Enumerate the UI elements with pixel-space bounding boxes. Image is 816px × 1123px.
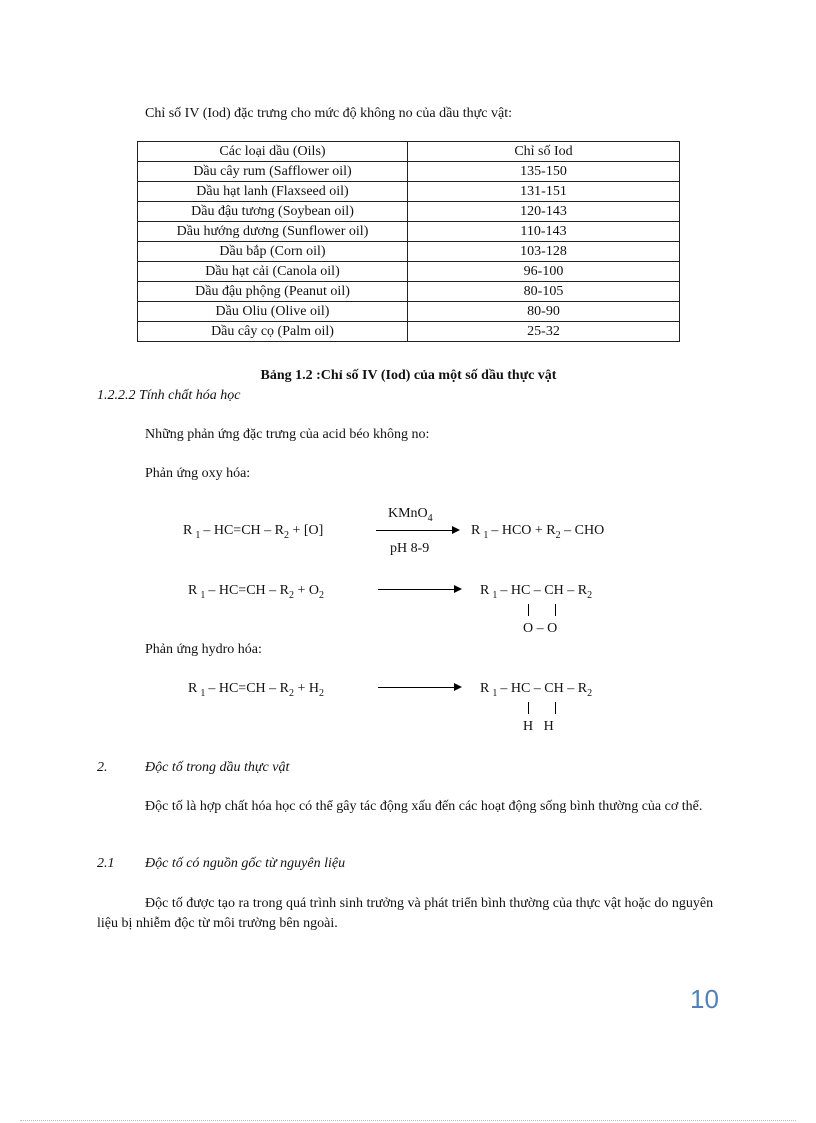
table-row <box>138 182 680 202</box>
iodine-value-table <box>137 141 680 342</box>
eq1-lhs-sub1: 1 <box>195 530 201 541</box>
table-cell-oil: Dầu cây cọ (Palm oil) <box>138 322 408 342</box>
oxidation-label: Phản ứng oxy hóa: <box>145 466 251 481</box>
table-cell-iod: 80-90 <box>408 302 680 322</box>
table-header-oils: Các loại dầu (Oils) <box>138 142 408 162</box>
eq1-rhs-r: R <box>471 523 481 538</box>
eq2-arrow-icon <box>378 589 460 590</box>
eq2-rhs-r: R <box>480 583 490 598</box>
table-cell-iod: 96-100 <box>408 262 680 282</box>
section-21-number: 2.1 <box>97 856 115 871</box>
eq3-lhs-tail: + H <box>293 681 319 696</box>
eq2-rhs-sub1: 1 <box>492 590 498 601</box>
eq2-bond-right <box>555 604 556 616</box>
table-cell-oil: Dầu đậu phộng (Peanut oil) <box>138 282 408 302</box>
eq3-hydrogens: H H <box>523 719 554 734</box>
eq2-lhs-sub3: 2 <box>319 590 324 601</box>
eq3-bond-right <box>555 702 556 714</box>
table-cell-iod: 103-128 <box>408 242 680 262</box>
eq2-lhs-body: – HC=CH – R <box>208 583 289 598</box>
eq1-condition-below: pH 8-9 <box>390 541 430 556</box>
eq2-lhs-sub2: 2 <box>288 590 294 601</box>
eq1-lhs-tail: + [O] <box>288 523 324 538</box>
table-row <box>138 262 680 282</box>
eq3-bond-left <box>528 702 529 714</box>
page-bottom-divider <box>20 1120 796 1121</box>
table-cell-iod: 25-32 <box>408 322 680 342</box>
table-cell-oil: Dầu bắp (Corn oil) <box>138 242 408 262</box>
eq1-rhs-tail: – CHO <box>560 523 605 538</box>
eq3-rhs <box>480 681 592 697</box>
eq2-lhs <box>188 583 324 599</box>
eq2-rhs-body: – HC – CH – R <box>500 583 588 598</box>
table-cell-oil: Dầu hướng dương (Sunflower oil) <box>138 222 408 242</box>
eq2-peroxide: O – O <box>523 621 558 636</box>
table-row <box>138 242 680 262</box>
eq3-arrow-icon <box>378 687 460 688</box>
section-21-paragraph: Độc tố được tạo ra trong quá trình sinh trưởng và phát triển bình thường của thực vật hoặc do nguyên liệu bị nhiễm độc từ môi trường bên ngoài. <box>97 896 714 931</box>
eq1-rhs <box>471 523 604 539</box>
section-2-heading: Độc tố trong dầu thực vật <box>145 760 290 775</box>
eq2-lhs-tail: + O <box>293 583 319 598</box>
section-heading-1222: 1.2.2.2 Tính chất hóa học <box>97 388 241 403</box>
table-header-row <box>138 142 680 162</box>
intro-text: Chỉ số IV (Iod) đặc trưng cho mức độ không no của dầu thực vật: <box>145 106 512 121</box>
section-21-heading: Độc tố có nguồn gốc từ nguyên liệu <box>145 856 346 871</box>
reactions-intro: Những phản ứng đặc trưng của acid béo không no: <box>145 427 430 442</box>
table-cell-iod: 120-143 <box>408 202 680 222</box>
eq3-rhs-r: R <box>480 681 490 696</box>
table-header-iod: Chỉ số Iod <box>408 142 680 162</box>
eq1-lhs-r: R <box>183 523 193 538</box>
table-cell-iod: 110-143 <box>408 222 680 242</box>
table-row <box>138 162 680 182</box>
table-row <box>138 282 680 302</box>
eq3-lhs-sub2: 2 <box>288 688 294 699</box>
eq3-rhs-sub2: 2 <box>587 688 593 699</box>
eq3-lhs-sub1: 1 <box>200 688 206 699</box>
table-cell-oil: Dầu đậu tương (Soybean oil) <box>138 202 408 222</box>
table-cell-iod: 135-150 <box>408 162 680 182</box>
eq1-lhs-body: – HC=CH – R <box>203 523 284 538</box>
eq3-lhs-r: R <box>188 681 198 696</box>
eq1-rhs-body: – HCO + R <box>491 523 556 538</box>
table-cell-oil: Dầu hạt cải (Canola oil) <box>138 262 408 282</box>
hydrogenation-label: Phản ứng hydro hóa: <box>145 642 262 657</box>
eq1-condition-above <box>388 506 433 522</box>
eq1-rhs-sub1: 1 <box>483 530 489 541</box>
table-row <box>138 222 680 242</box>
eq1-kmno: KMnO <box>388 506 428 521</box>
eq3-rhs-body: – HC – CH – R <box>500 681 588 696</box>
table-row <box>138 202 680 222</box>
table-cell-iod: 80-105 <box>408 282 680 302</box>
table-cell-iod: 131-151 <box>408 182 680 202</box>
eq3-lhs-sub3: 2 <box>319 688 324 699</box>
table-row <box>138 302 680 322</box>
eq2-lhs-r: R <box>188 583 198 598</box>
eq2-bond-left <box>528 604 529 616</box>
eq1-lhs-sub2: 2 <box>283 530 289 541</box>
table-cell-oil: Dầu hạt lanh (Flaxseed oil) <box>138 182 408 202</box>
eq1-kmno-sub: 4 <box>427 513 433 524</box>
eq2-rhs-sub2: 2 <box>587 590 593 601</box>
eq1-lhs <box>183 523 323 539</box>
table-row <box>138 322 680 342</box>
eq3-lhs <box>188 681 324 697</box>
eq3-lhs-body: – HC=CH – R <box>208 681 289 696</box>
table-caption: Bảng 1.2 :Chỉ số IV (Iod) của một số dầu thực vật <box>260 368 557 383</box>
eq3-rhs-sub1: 1 <box>492 688 498 699</box>
section-2-number: 2. <box>97 760 108 775</box>
page-number: 10 <box>690 984 719 1014</box>
table-cell-oil: Dầu Oliu (Olive oil) <box>138 302 408 322</box>
eq1-arrow-icon <box>376 530 458 531</box>
table-cell-oil: Dầu cây rum (Safflower oil) <box>138 162 408 182</box>
eq2-lhs-sub1: 1 <box>200 590 206 601</box>
eq1-rhs-sub2: 2 <box>555 530 561 541</box>
section-2-paragraph: Độc tố là hợp chất hóa học có thể gây tác động xấu đến các hoạt động sống bình thường của cơ thể. <box>145 799 703 814</box>
eq2-rhs <box>480 583 592 599</box>
